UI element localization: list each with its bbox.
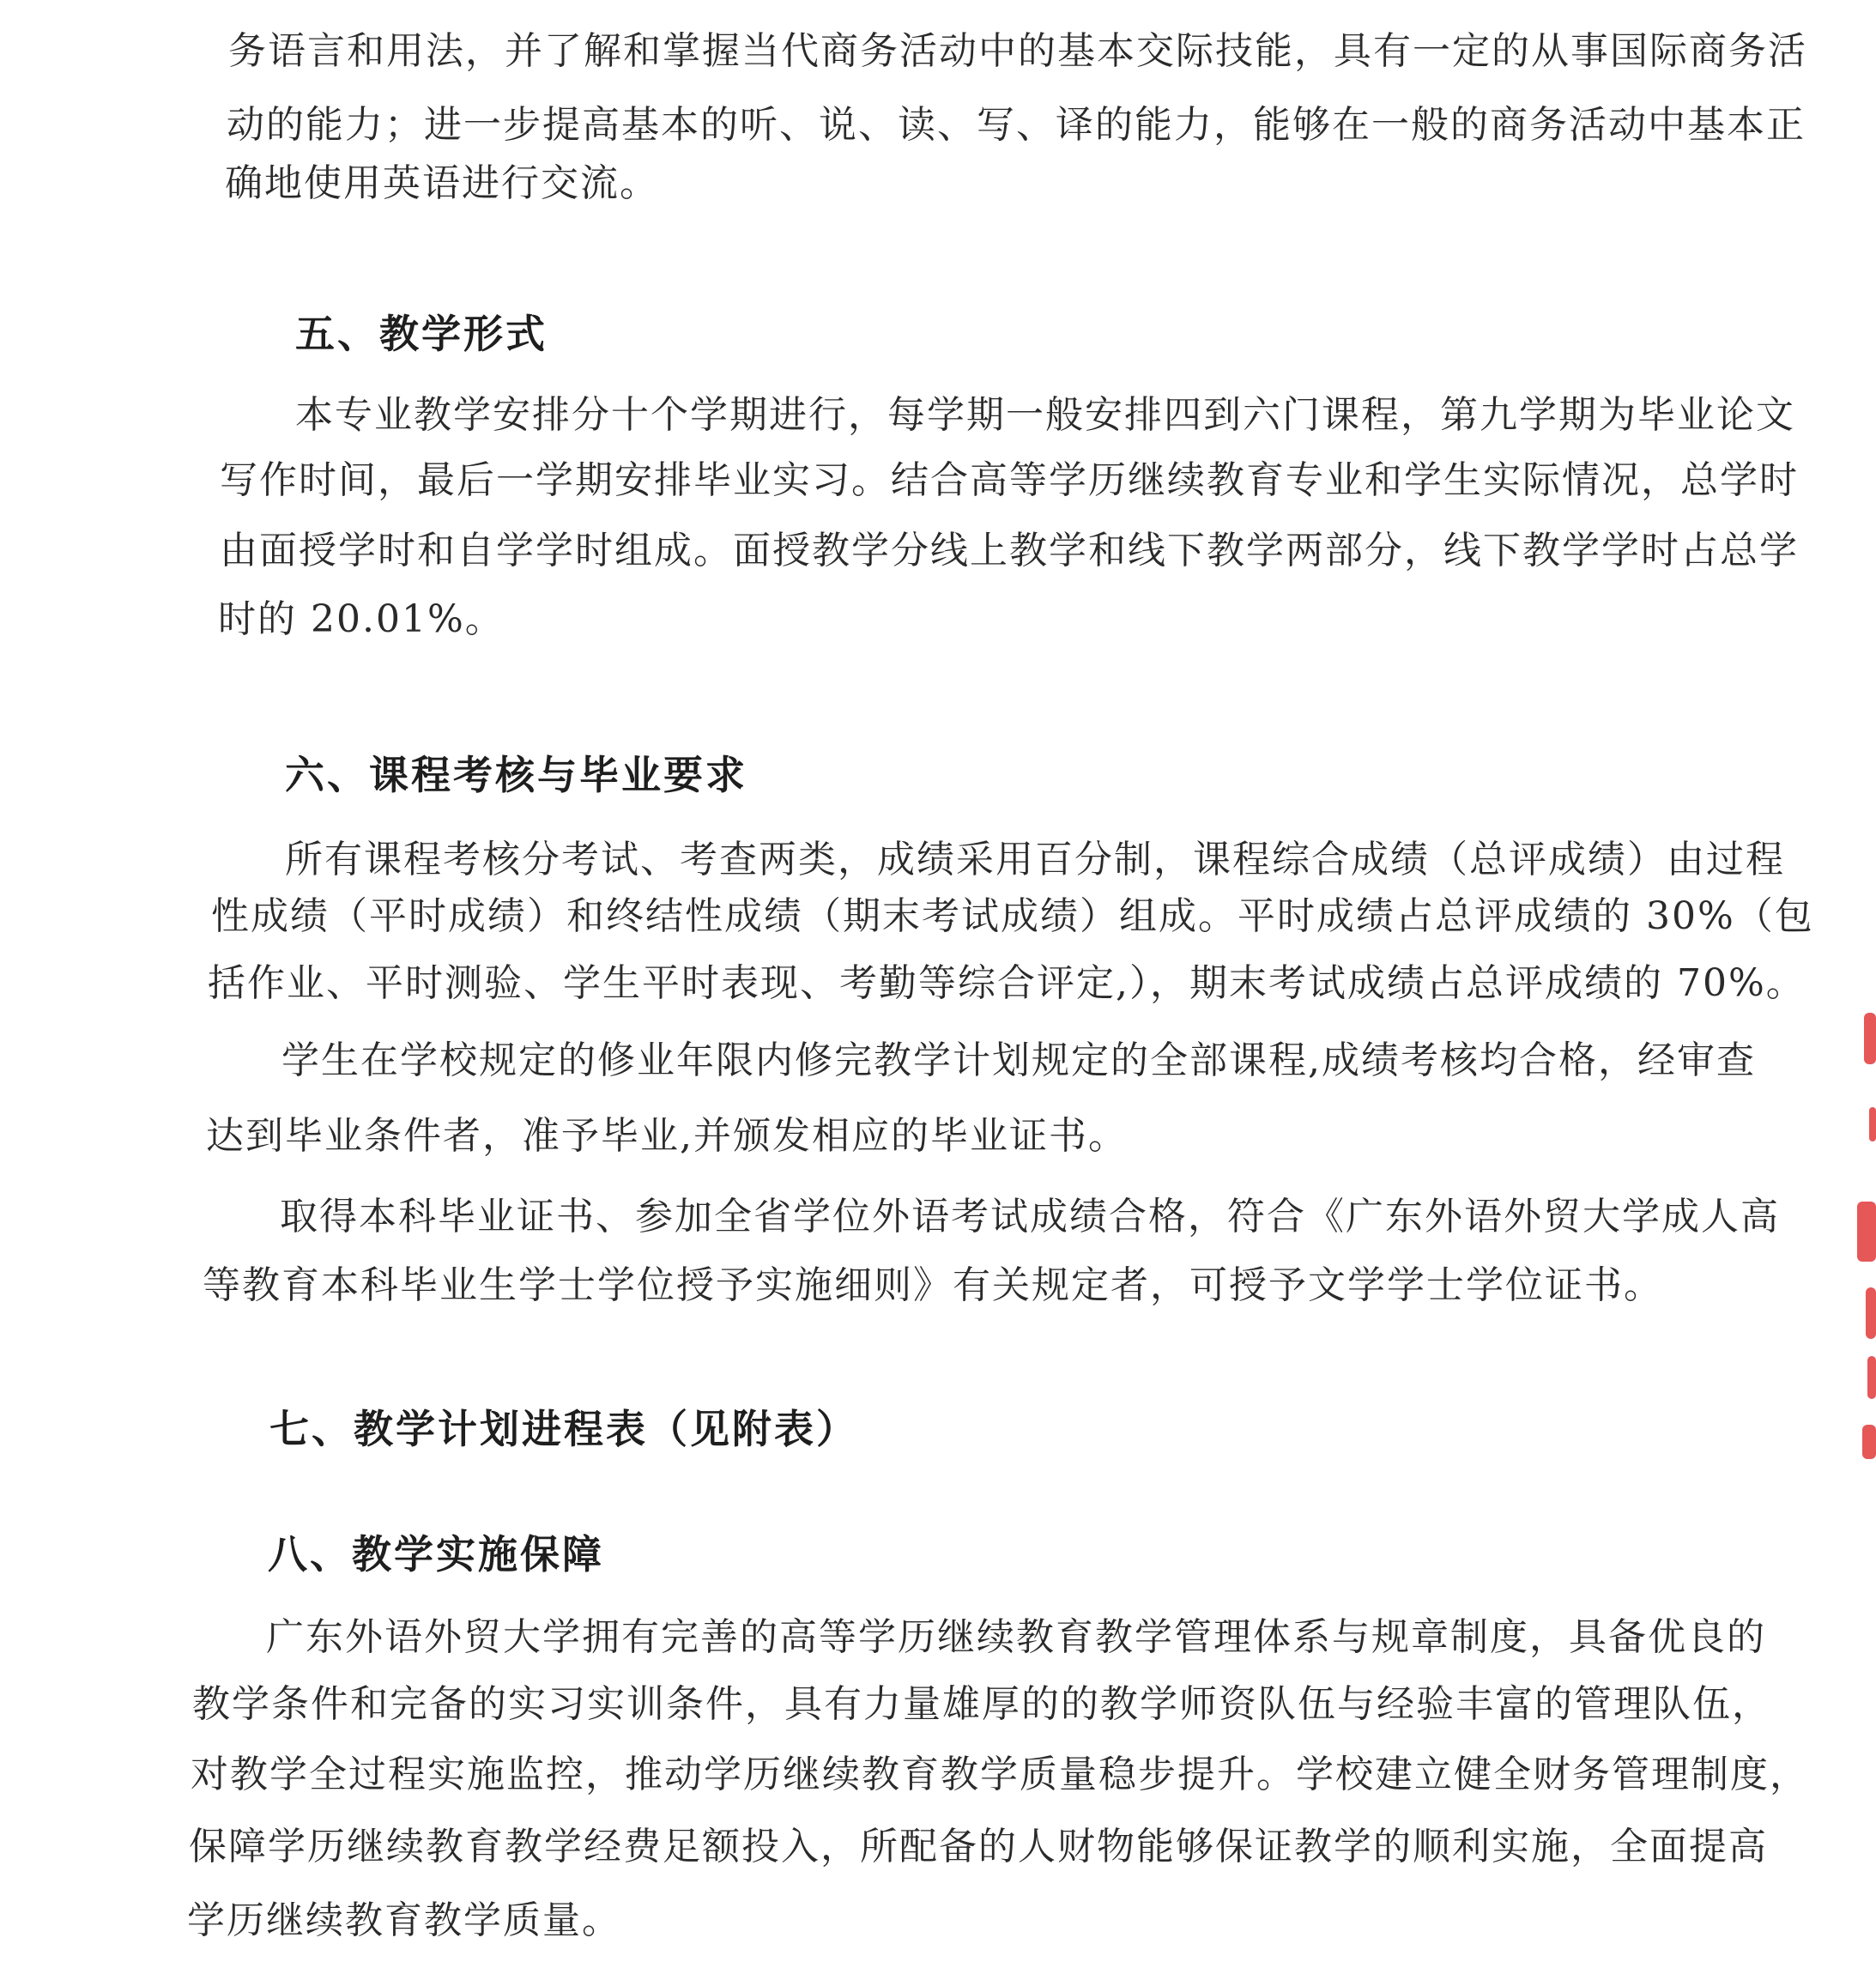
intro-line-2: 动的能力；进一步提高基本的听、说、读、写、译的能力，能够在一般的商务活动中基本正 — [227, 103, 1806, 147]
section-8-line-1: 广东外语外贸大学拥有完善的高等学历继续教育教学管理体系与规章制度，具备优良的 — [266, 1615, 1766, 1659]
section-6-line-5: 达到毕业条件者，准予毕业,并颁发相应的毕业证书。 — [206, 1114, 1128, 1158]
section-5-line-2: 写作时间，最后一学期安排毕业实习。结合高等学历继续教育专业和学生实际情况，总学时 — [220, 458, 1799, 502]
seal-fragment — [1862, 1425, 1876, 1459]
section-8-line-4: 保障学历继续教育教学经费足额投入，所配备的人财物能够保证教学的顺利实施，全面提高 — [189, 1825, 1768, 1868]
section-6-line-1: 所有课程考核分考试、考查两类，成绩采用百分制，课程综合成绩（总评成绩）由过程 — [285, 838, 1785, 881]
section-8-line-5: 学历继续教育教学质量。 — [187, 1898, 621, 1942]
section-5-line-1: 本专业教学安排分十个学期进行，每学期一般安排四到六门课程，第九学期为毕业论文 — [295, 393, 1795, 437]
seal-fragment — [1864, 1013, 1876, 1064]
seal-fragment — [1866, 1287, 1876, 1339]
seal-fragment — [1867, 1356, 1876, 1399]
section-6-line-7: 等教育本科毕业生学士学位授予实施细则》有关规定者，可授予文学学士学位证书。 — [203, 1263, 1663, 1307]
seal-fragment — [1857, 1202, 1876, 1262]
seal-fragment — [1869, 1107, 1876, 1141]
section-6-heading: 六、课程考核与毕业要求 — [285, 752, 747, 798]
section-6-line-6: 取得本科毕业证书、参加全省学位外语考试成绩合格，符合《广东外语外贸大学成人高 — [280, 1195, 1780, 1238]
section-8-line-3: 对教学全过程实施监控，推动学历继续教育教学质量稳步提升。学校建立健全财务管理制度， — [191, 1753, 1809, 1796]
section-8-heading: 八、教学实施保障 — [268, 1531, 604, 1577]
section-5-line-4: 时的 20.01%。 — [218, 597, 505, 641]
section-7-heading: 七、教学计划进程表（见附表） — [269, 1406, 858, 1452]
intro-line-3: 确地使用英语进行交流。 — [225, 161, 659, 205]
section-5-heading: 五、教学形式 — [295, 311, 548, 357]
intro-line-1: 务语言和用法，并了解和掌握当代商务活动中的基本交际技能，具有一定的从事国际商务活 — [228, 29, 1807, 73]
section-8-line-2: 教学条件和完备的实习实训条件，具有力量雄厚的的教学师资队伍与经验丰富的管理队伍， — [192, 1682, 1771, 1726]
section-5-line-3: 由面授学时和自学学时组成。面授教学分线上教学和线下教学两部分，线下教学学时占总学 — [220, 529, 1799, 572]
section-6-line-4: 学生在学校规定的修业年限内修完教学计划规定的全部课程,成绩考核均合格，经审查 — [281, 1038, 1756, 1082]
red-seal-edge — [1842, 1013, 1876, 1459]
section-6-line-3: 括作业、平时测验、学生平时表现、考勤等综合评定,），期末考试成绩占总评成绩的 70%。 — [208, 961, 1806, 1005]
section-6-line-2: 性成绩（平时成绩）和终结性成绩（期末考试成绩）组成。平时成绩占总评成绩的 30%（包 — [211, 894, 1814, 938]
